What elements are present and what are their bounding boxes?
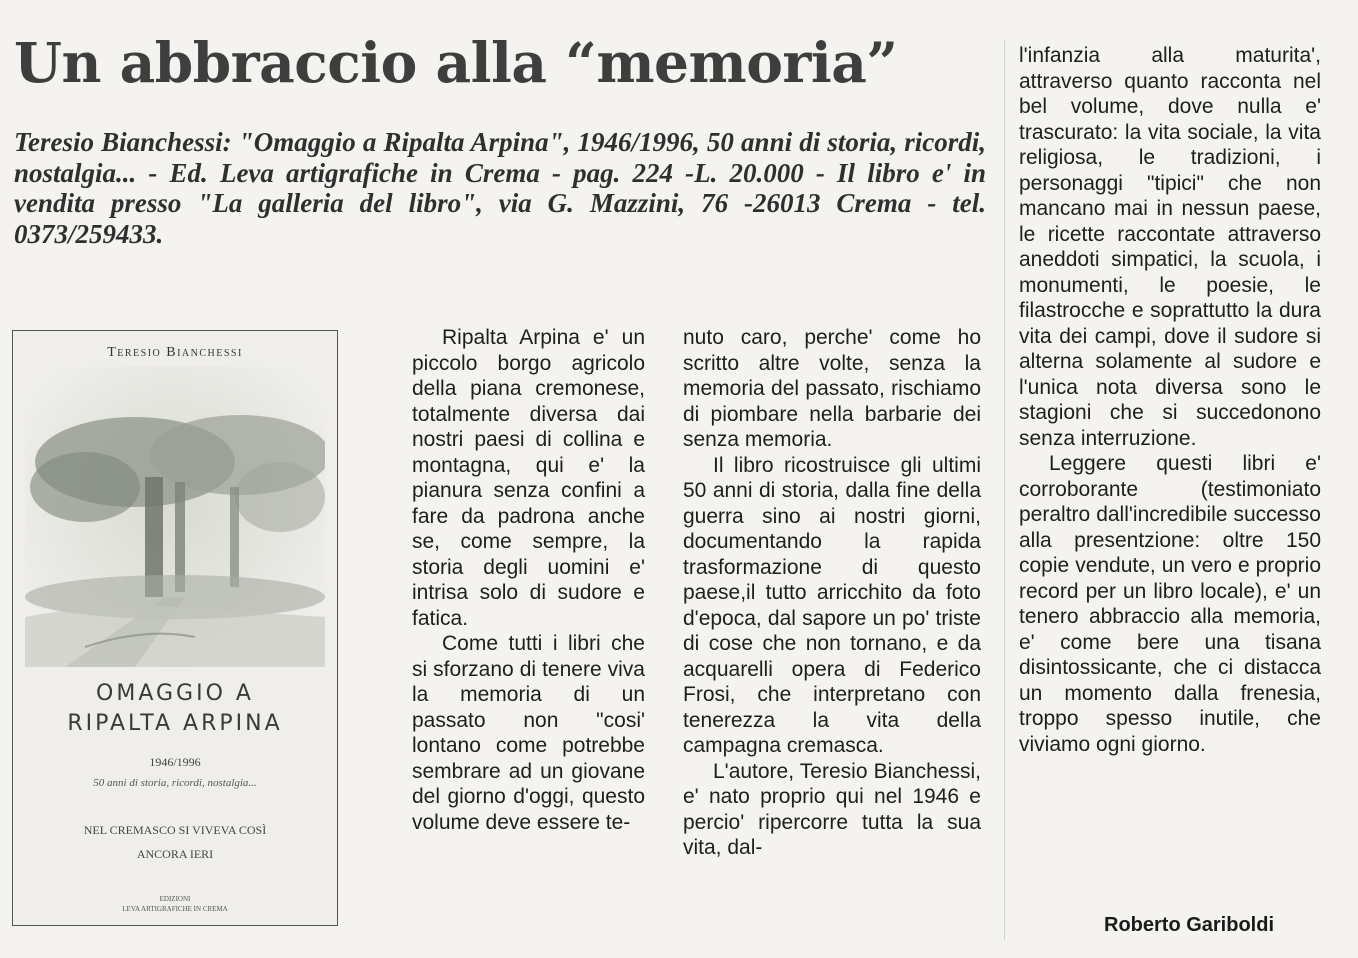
book-cover <box>12 330 338 926</box>
cover-author: Teresio Bianchessi <box>107 345 243 360</box>
article-column-3 <box>1019 43 1321 893</box>
cover-watercolor-illustration <box>25 367 325 667</box>
headline: Un abbraccio alla “memoria” <box>14 30 898 95</box>
paragraph: Come tutti i libri che si sforzano di tenere viva la memoria di un passato non "cosi' lontano come potrebbe sembrare ad un giovane del giorno d'oggi, questo volume deve essere te- <box>412 632 645 834</box>
paragraph: Ripalta Arpina e' un piccolo borgo agricolo della piana cremonese, totalmente diversa dai nostri paesi di collina e montagna, qui e' la pianura senza confini a fare da padrona anche se, come sempre, la storia degli uomini e' intrisa solo di sudore e fatica. <box>412 326 645 630</box>
article-column-2 <box>683 325 981 950</box>
cover-title-line2: RIPALTA ARPINA <box>67 711 283 736</box>
paragraph: L'autore, Teresio Bianchessi, e' nato proprio qui nel 1946 e percio' ripercorre tutta la sua vita, dal- <box>683 759 981 859</box>
article-column-1 <box>412 325 645 950</box>
cover-publisher-line1: EDIZIONI <box>159 895 191 903</box>
deck-book-info: Teresio Bianchessi: "Omaggio a Ripalta Arpina", 1946/1996, 50 anni di storia, ricordi, nostalgia... - Ed. Leva artigrafiche in Crema - pag. 224 -L. 20.000 - Il libro e' in vendita presso "La galleria del libro", via G. Mazzini, 76 -26013 Crema - tel. 0373/259433. <box>14 127 986 249</box>
paragraph: nuto caro, perche' come ho scritto altre volte, senza la memoria del passato, rischiamo di piombare nella barbarie dei senza memoria. <box>683 326 981 451</box>
paragraph: Leggere questi libri e' corroborante (testimoniato peraltro dall'incredibile successo alla presentzione: oltre 150 copie vendute, un vero e proprio record per un libro locale), e' un tenero abbraccio alla memoria, e' come bere una tisana disintossicante, che ci distacca un momento dalla frenesia, troppo spesso inutile, che viviamo ogni giorno. <box>1019 452 1321 756</box>
paragraph: Il libro ricostruisce gli ultimi 50 anni di storia, dalla fine della guerra sino ai nostri giorni, documentando la rapida trasformazione di questo paese,il tutto arricchito da foto d'epoca, dal sapore un po' triste di cose che non tornano, e da acquarelli opera di Federico Frosi, che interpretano con tenerezza la vita della campagna cremasca. <box>683 453 981 757</box>
cover-title-line1: OMAGGIO A <box>96 681 254 706</box>
column-divider <box>1004 40 1005 940</box>
paragraph: l'infanzia alla maturita', attraverso quanto racconta nel bel volume, dove nulla e' trascurato: la vita sociale, la vita religiosa, le tradizioni, i personaggi "tipici" che non mancano mai in nessun paese, le ricette raccontate attraverso aneddoti simpatici, la scuola, i monumenti, le poesie, le filastrocche e soprattutto la dura vita dei campi, dove il sudore si alterna solamente al sudore e l'unica nota diversa sono le stagioni che si succedonono senza interruzione. <box>1019 44 1321 450</box>
cover-publisher-line2: LEVA ARTIGRAFICHE IN CREMA <box>122 905 228 913</box>
cover-subtitle: 50 anni di storia, ricordi, nostalgia... <box>93 777 257 789</box>
cover-years: 1946/1996 <box>149 755 201 769</box>
cover-tagline-line1: NEL CREMASCO SI VIVEVA COSÌ <box>83 823 267 837</box>
author-signature: Roberto Gariboldi <box>1104 914 1274 936</box>
cover-tagline-line2: ANCORA IERI <box>136 847 214 861</box>
